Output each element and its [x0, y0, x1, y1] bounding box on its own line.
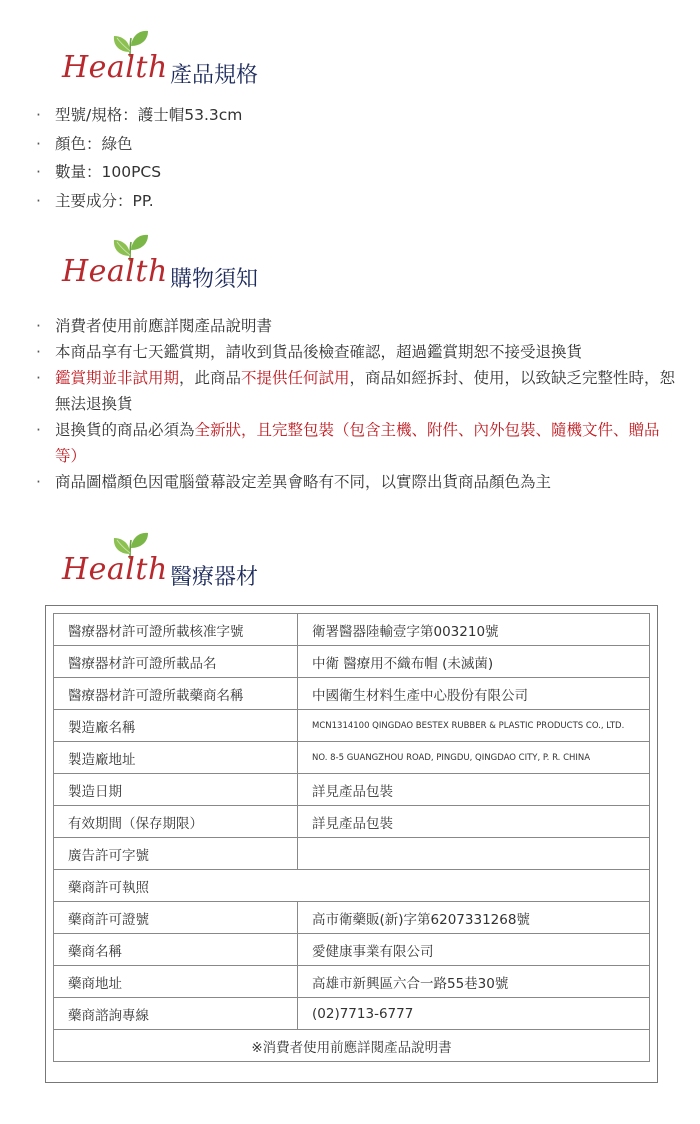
table-row	[54, 934, 650, 966]
table-cell-value: 中國衛生材料生產中心股份有限公司	[298, 678, 650, 710]
table-cell-value: MCN1314100 QINGDAO BESTEX RUBBER & PLASTIC PRODUCTS CO., LTD.	[298, 710, 650, 742]
spec-list	[0, 101, 700, 215]
table-row	[54, 902, 650, 934]
table-cell-value: NO. 8-5 GUANGZHOU ROAD, PINGDU, QINGDAO CITY, P. R. CHINA	[298, 742, 650, 774]
list-item: · 顏色：綠色	[36, 134, 133, 153]
table-cell-label: 醫療器材許可證所載品名	[54, 646, 298, 678]
health-brand-logo: Health	[62, 50, 168, 85]
section-title-spec: 產品規格	[170, 63, 259, 88]
list-item: · 退換貨的商品必須為全新狀，且完整包裝（包含主機、附件、內外包裝、隨機文件、贈品等）	[36, 421, 660, 465]
table-cell-label: 藥商地址	[54, 966, 298, 998]
table-footer-note: ※消費者使用前應詳閱產品說明書	[54, 1030, 650, 1062]
table-cell-label: 製造廠名稱	[54, 710, 298, 742]
table-cell-label: 藥商諮詢專線	[54, 998, 298, 1030]
table-cell-label: 藥商名稱	[54, 934, 298, 966]
table-cell-value: (02)7713-6777	[298, 998, 650, 1030]
table-cell-value: 詳見產品包裝	[298, 774, 650, 806]
table-row	[54, 742, 650, 774]
list-item: · 型號/規格：護士帽53.3cm	[36, 106, 243, 124]
table-cell-label: 廣告許可字號	[54, 838, 298, 870]
table-section-label: 藥商許可執照	[54, 870, 650, 902]
table-cell-label: 製造廠地址	[54, 742, 298, 774]
table-cell-label: 製造日期	[54, 774, 298, 806]
table-cell-value: 衛署醫器陸輸壹字第003210號	[298, 614, 650, 646]
table-row	[54, 870, 650, 902]
table-cell-value: 詳見產品包裝	[298, 806, 650, 838]
table-cell-label: 醫療器材許可證所載核准字號	[54, 614, 298, 646]
medical-device-table	[53, 613, 650, 1062]
table-row	[54, 678, 650, 710]
table-row	[54, 774, 650, 806]
table-cell-label: 醫療器材許可證所載藥商名稱	[54, 678, 298, 710]
list-item: · 數量：100PCS	[36, 163, 162, 181]
table-cell-label: 有效期間（保存期限）	[54, 806, 298, 838]
table-row	[54, 998, 650, 1030]
section-title-shopping: 購物須知	[170, 267, 259, 292]
table-row	[54, 646, 650, 678]
table-row	[54, 1030, 650, 1062]
shopping-list	[0, 313, 700, 495]
table-row	[54, 806, 650, 838]
list-item: · 本商品享有七天鑑賞期，請收到貨品後檢查確認，超過鑑賞期恕不接受退換貨	[36, 343, 583, 361]
health-brand-logo: Health	[62, 552, 168, 587]
list-item: · 主要成分：PP.	[36, 191, 154, 210]
table-row	[54, 710, 650, 742]
table-cell-value: 中衛 醫療用不織布帽 (未滅菌)	[298, 646, 650, 678]
list-item: · 消費者使用前應詳閱產品說明書	[36, 317, 273, 335]
table-cell-value	[298, 838, 650, 870]
table-cell-value: 高市衛藥販(新)字第6207331268號	[298, 902, 650, 934]
table-cell-value: 高雄市新興區六合一路55巷30號	[298, 966, 650, 998]
list-item: · 鑑賞期並非試用期，此商品不提供任何試用，商品如經拆封、使用，以致缺乏完整性時，恕無法退換貨	[36, 369, 676, 413]
section-title-medical: 醫療器材	[170, 565, 259, 590]
table-cell-label: 藥商許可證號	[54, 902, 298, 934]
table-row	[54, 966, 650, 998]
table-row	[54, 614, 650, 646]
list-item: · 商品圖檔顏色因電腦螢幕設定差異會略有不同，以實際出貨商品顏色為主	[36, 473, 552, 491]
table-row	[54, 838, 650, 870]
health-brand-logo: Health	[62, 254, 168, 289]
table-cell-value: 愛健康事業有限公司	[298, 934, 650, 966]
